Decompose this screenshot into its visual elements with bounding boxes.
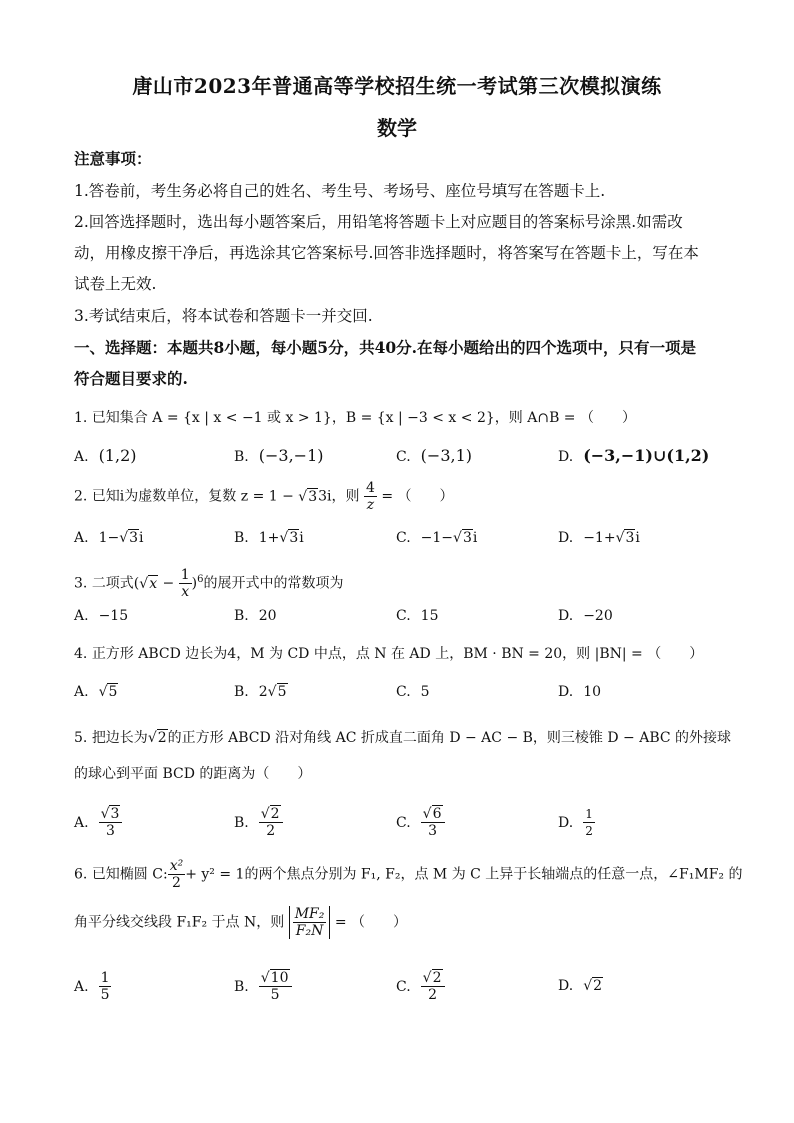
- option-c[interactable]: C. (−3,1): [396, 446, 473, 465]
- option-d[interactable]: D. −20: [558, 608, 613, 624]
- option-c[interactable]: C. $\frac{√2}{2}$: [396, 970, 445, 1003]
- question-5: 5. 把边长为√2的正方形 ABCD 沿对角线 AC 折成直二面角 D − AC − B，则三棱锥 D − ABC 的外接球: [74, 730, 732, 746]
- option-a[interactable]: A. $\frac{1}{5}$: [74, 970, 110, 1003]
- fraction: $\frac{4}{z}$: [365, 480, 375, 513]
- question-number: 2.: [74, 488, 88, 505]
- option-d[interactable]: D. −1+√3i: [558, 530, 640, 546]
- exam-title: 唐山市2023年普通高等学校招生统一考试第三次模拟演练: [132, 74, 662, 98]
- option-c[interactable]: C. $\frac{√6}{3}$: [396, 806, 445, 839]
- question-5-options: [74, 802, 734, 846]
- question-6-cont: 角平分线交线段 F₁F₂ 于点 N，则 $\frac{\text{MF₂}}{\text{F₂N}}$ = （ ）: [74, 906, 408, 939]
- note-1: 1.答卷前，考生务必将自己的姓名、考生号、考场号、座位号填写在答题卡上.: [74, 182, 606, 200]
- option-b[interactable]: B. 1+√3i: [234, 530, 304, 546]
- note-2a: 2.回答选择题时，选出每小题答案后，用铅笔将答题卡上对应题目的答案标号涂黑.如需改: [74, 213, 683, 231]
- sqrt-symbol: √2: [147, 730, 167, 746]
- question-4: [74, 644, 734, 664]
- fraction: $\frac{\text{x²}}{2}$: [169, 858, 184, 891]
- option-b[interactable]: B. $\frac{√10}{5}$: [234, 970, 292, 1003]
- fraction: $\frac{1}{x}$: [180, 567, 190, 600]
- question-5-cont: 的球心到平面 BCD 的距离为（ ）: [74, 766, 312, 782]
- option-c[interactable]: C. 15: [396, 608, 439, 624]
- option-a[interactable]: A. (1,2): [74, 446, 137, 465]
- subject-title: 数学: [377, 116, 417, 140]
- question-number: 1.: [74, 410, 88, 426]
- question-number: 4.: [74, 646, 88, 662]
- option-a[interactable]: A. $\frac{√3}{3}$: [74, 806, 122, 839]
- question-number: 5.: [74, 730, 88, 746]
- question-text: 正方形 ABCD 边长为4，M 为 CD 中点，点 N 在 AD 上，BM · BN = 20，则 |BN| = （ ）: [91, 646, 704, 662]
- note-2b: 动，用橡皮擦干净后，再选涂其它答案标号.回答非选择题时，将答案写在答题卡上，写在本: [74, 244, 699, 262]
- question-text: 已知集合 A = {x | x < −1 或 x > 1}，B = {x | −3 < x < 2}，则 A∩B = （ ）: [91, 410, 636, 426]
- section-heading-2: 符合题目要求的.: [74, 369, 188, 388]
- question-3-options: [74, 608, 734, 642]
- section-heading-1: 一、选择题：本题共8小题，每小题5分，共40分.在每小题给出的四个选项中，只有一项是: [74, 338, 697, 357]
- note-2c: 试卷上无效.: [74, 275, 157, 293]
- option-c[interactable]: C. −1−√3i: [396, 530, 478, 546]
- notes-heading: 注意事项：: [74, 149, 152, 168]
- question-1-options: [74, 446, 734, 480]
- note-3: 3.考试结束后，将本试卷和答题卡一并交回.: [74, 307, 373, 325]
- option-d[interactable]: D. 10: [558, 684, 602, 700]
- question-1: [74, 408, 734, 428]
- question-2-options: [74, 530, 734, 564]
- question-3: 3. 二项式(√x − $\frac{1}{x}$ )$^6$的展开式中的常数项为: [74, 567, 344, 600]
- option-d[interactable]: D. √2: [558, 978, 603, 994]
- option-a[interactable]: A. 1−√3i: [74, 530, 144, 546]
- question-number: 3.: [74, 575, 88, 592]
- option-b[interactable]: B. 2√5: [234, 684, 287, 700]
- option-b[interactable]: B. (−3,−1): [234, 446, 324, 465]
- option-a[interactable]: A. −15: [74, 608, 129, 624]
- question-number: 6.: [74, 866, 88, 883]
- sqrt-symbol: √3: [298, 488, 318, 505]
- question-2: 2. 已知i为虚数单位，复数 z = 1 − √33i，则 $\frac{4}{z}$ = （ ）: [74, 480, 454, 513]
- sqrt-symbol: √x: [139, 575, 158, 592]
- question-6: 6. 已知椭圆 C: $\frac{\text{x²}}{2}$ + y² = 1的两个焦点分别为 F₁, F₂，点 M 为 C 上异于长轴端点的任意一点，∠F₁MF₂ 的: [74, 858, 743, 891]
- option-b[interactable]: B. 20: [234, 608, 277, 624]
- question-4-options: [74, 684, 734, 718]
- question-6-options: [74, 966, 734, 1010]
- option-a[interactable]: A. √5: [74, 684, 118, 700]
- option-b[interactable]: B. $\frac{√2}{2}$: [234, 806, 283, 839]
- option-d[interactable]: D. $\frac{1}{2}$: [558, 807, 593, 838]
- option-d[interactable]: D. (−3,−1)∪(1,2): [558, 446, 710, 465]
- absolute-fraction: $\frac{\text{MF₂}}{\text{F₂N}}$: [289, 906, 331, 939]
- option-c[interactable]: C. 5: [396, 684, 430, 700]
